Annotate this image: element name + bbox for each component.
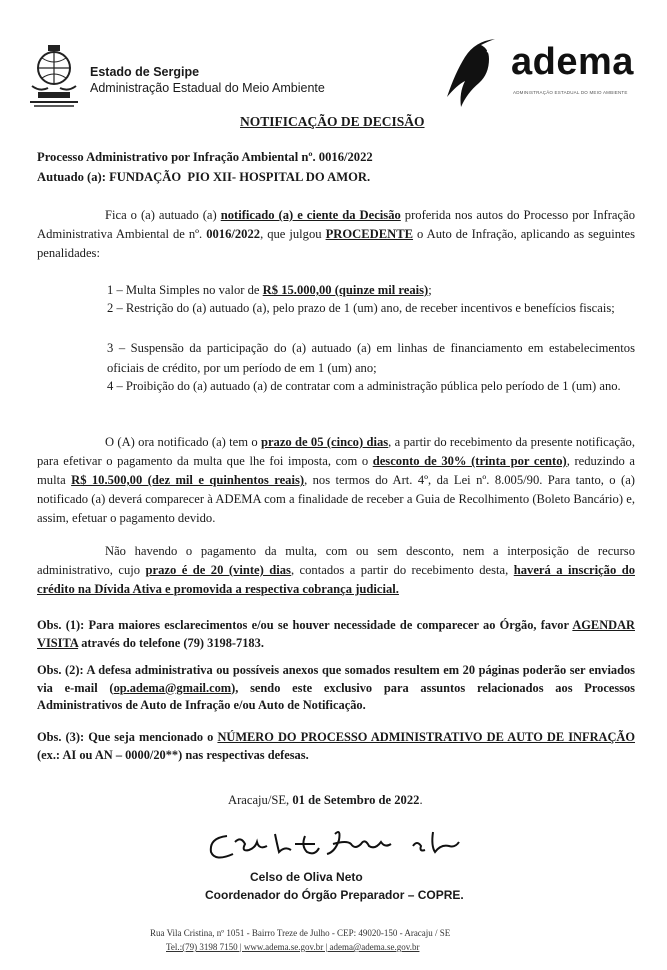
adema-logo <box>443 35 643 113</box>
payment-deadline: prazo de 05 (cinco) dias <box>260 435 389 449</box>
notified-text: notificado (a) e ciente da Decisão <box>220 208 401 222</box>
verdict: PROCEDENTE <box>325 227 414 241</box>
heron-logo-icon <box>443 35 513 113</box>
penalty-item-4: 4 – Proibição do (a) autuado (a) de contratar com a administração pública pelo período de 1 (um) ano. <box>107 379 621 393</box>
obs-2: Obs. (2): A defesa administrativa ou possíveis anexos que somados resultem em 20 páginas poderão ser enviados via e-mail (op.adema@gmail.com), sendo este exclusivo para assuntos relacionados aos Processos Administrativos de Auto de Infração e/ou Auto de Notificação. <box>37 663 635 712</box>
coat-of-arms-icon <box>26 42 82 110</box>
adema-logo-text: adema <box>511 41 634 83</box>
state-name: Estado de Sergipe <box>90 65 200 79</box>
footer-contacts: Tel.:(79) 3198 7150 | www.adema.se.gov.br | adema@adema.se.gov.br <box>166 942 420 952</box>
handwritten-signature <box>205 822 475 870</box>
fine-amount: R$ 15.000,00 (quinze mil reais) <box>262 283 429 297</box>
signing-date: 01 de Setembro de 2022 <box>292 793 420 807</box>
no-payment-paragraph: Não havendo o pagamento da multa, com ou sem desconto, nem a interposição de recurso administrativo, cujo prazo é de 20 (vinte) dias, contados a partir do recebimento desta, haverá a inscrição do crédito na Dívida Ativa e promovida a respectiva cobrança judicial. <box>37 544 635 596</box>
reduced-fine: R$ 10.500,00 (dez mil e quinhentos reais) <box>71 473 305 487</box>
coat-of-arms <box>26 42 82 110</box>
respondent-name: Autuado (a): FUNDAÇÃO PIO XII- HOSPITAL DO AMOR. <box>37 170 371 184</box>
process-number-note: NÚMERO DO PROCESSO ADMINISTRATIVO DE AUTO DE INFRAÇÃO <box>217 730 635 744</box>
page-title: NOTIFICAÇÃO DE DECISÃO <box>240 114 425 129</box>
debt-registration: haverá a inscrição do crédito na Dívida Ativa e promovida a respectiva cobrança judicial. <box>37 563 635 596</box>
intro-paragraph: Fica o (a) autuado (a) notificado (a) e ciente da Decisão proferida nos autos do Processo por Infração Administrativa Ambiental de nº. 0016/2022, que julgou PROCEDENTE o Auto de Infração, aplicando as seguintes penalidades: <box>37 208 636 260</box>
obs-1: Obs. (1): Para maiores esclarecimentos e/ou se houver necessidade de comparecer ao Órgão, favor AGENDAR VISITA através do telefone (79) 3198-7183. <box>37 618 635 650</box>
payment-paragraph: O (A) ora notificado (a) tem o prazo de 05 (cinco) dias, a partir do recebimento da presente notificação, para efetivar o pagamento da multa que lhe foi imposta, com o desconto de 30% (trinta por cento), reduzindo a multa R$ 10.500,00 (dez mil e quinhentos reais), nos termos do Art. 4º, da Lei nº. 8.005/90. Para tanto, o (a) notificado (a) deverá comparecer à ADEMA com a finalidade de receber a Guia de Recolhimento (Boleto Bancário) e, assim, efetuar o pagamento devido. <box>37 435 635 525</box>
process-number: Processo Administrativo por Infração Ambiental nº. 0016/2022 <box>37 150 373 164</box>
contact-email-link[interactable]: op.adema@gmail.com <box>113 680 232 695</box>
signatory-role: Coordenador do Órgão Preparador – COPRE. <box>205 888 464 902</box>
signatory-name: Celso de Oliva Neto <box>250 870 363 884</box>
date-line: Aracaju/SE, 01 de Setembro de 2022. <box>228 793 423 807</box>
appeal-deadline: prazo é de 20 (vinte) dias <box>145 563 291 577</box>
schedule-visit: AGENDAR VISITA <box>37 618 635 650</box>
agency-name: Administração Estadual do Meio Ambiente <box>90 81 325 95</box>
discount-text: desconto de 30% (trinta por cento) <box>372 454 567 468</box>
penalty-item-2: 2 – Restrição do (a) autuado (a), pelo prazo de 1 (um) ano, de receber incentivos e benefícios fiscais; <box>107 301 615 315</box>
penalty-item-3: 3 – Suspensão da participação do (a) autuado (a) em linhas de financiamento em estabelecimentos oficiais de crédito, por um período de em 1 (um) ano; <box>107 341 635 375</box>
obs-3: Obs. (3): Que seja mencionado o NÚMERO DO PROCESSO ADMINISTRATIVO DE AUTO DE INFRAÇÃO (ex.: AI ou AN – 0000/20**) nas respectivas defesas. <box>37 730 635 762</box>
process-ref: 0016/2022 <box>206 227 261 241</box>
adema-logo-tagline: ADMINISTRAÇÃO ESTADUAL DO MEIO AMBIENTE <box>513 90 628 95</box>
footer-address: Rua Vila Cristina, nº 1051 - Bairro Treze de Julho - CEP: 49020-150 - Aracaju / SE <box>150 928 451 938</box>
penalty-item-1: 1 – Multa Simples no valor de R$ 15.000,00 (quinze mil reais); <box>107 283 432 297</box>
